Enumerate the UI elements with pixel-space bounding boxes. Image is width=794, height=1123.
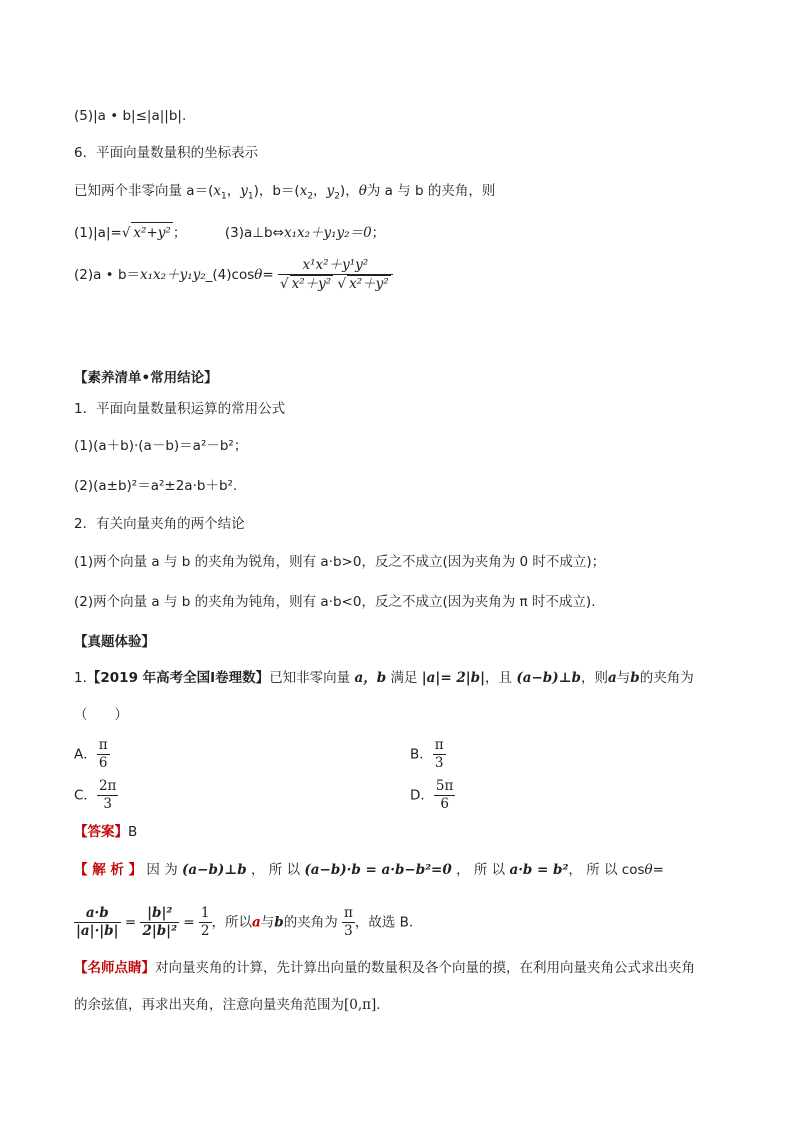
formula-2-and-4: (2)a • b＝x₁x₂＋y₁y₂_(4)cosθ= $\frac{\text{x¹x²＋y¹y²}}{\text{√ x²＋y² √ x²＋y²}}$ [74,257,393,293]
formula-1-and-3: (1)|a|=√ x²+y² ； (3)a⊥b⇔x₁x₂＋y₁y₂＝0； [74,222,385,243]
formula-5: (5)|a • b|≤|a||b|. [74,108,187,124]
option-a: A． $\frac{\pi}{6}$ [74,737,108,771]
question-1-stem: 1.【2019 年高考全国Ⅰ卷理数】已知非零向量 a，b 满足 |a|= 2|b|，且 (a−b)⊥b，则a与b的夹角为 [74,670,694,686]
answer-line [74,822,137,842]
suyang-item-2-conclusion-2: (2)两个向量 a 与 b 的夹角为钝角，则有 a·b<0，反之不成立(因为夹角为 π 时不成立). [74,594,596,610]
question-source: 【2019 年高考全国Ⅰ卷理数】 [86,670,270,686]
section-6-title: 6．平面向量数量积的坐标表示 [74,145,259,161]
cos-fraction: $\frac{\text{x¹x²＋y¹y²}}{\text{√ x²＋y² √ x²＋y²}}$ [278,257,393,293]
tip-line-1: 【名师点睛】对向量夹角的计算，先计算出向量的数量积及各个向量的摸，在利用向量夹角公式求出夹角 [74,960,695,976]
suyang-item-1-formula-2: (2)(a±b)²＝a²±2a·b＋b². [74,478,238,494]
option-b: B． $\frac{\pi}{3}$ [410,737,444,771]
suyang-item-1-formula-1: (1)(a＋b)·(a－b)＝a²－b²； [74,438,248,454]
analysis-tag: 【 解 析 】 [74,862,143,878]
radical: x²+y² [131,222,172,243]
question-1-blank: （ ） [74,707,128,723]
zhenti-tag: 【真题体验】 [74,634,155,650]
answer-tag: 【答案】 [74,824,128,840]
answer-value: B [128,824,138,840]
suyang-tag: 【素养清单•常用结论】 [74,370,218,386]
suyang-item-1-title: 1．平面向量数量积运算的常用公式 [74,401,286,417]
section-6-intro: 已知两个非零向量 $a=(x_1$，$y_1$)，$b=(x_2$，$y_2$)，θ为 a 与 b 的夹角，则 [74,183,496,202]
tip-tag: 【名师点睛】 [74,960,155,976]
analysis-line-2: $\frac{a\cdot b}{|a|\cdot|b|}$ = $\frac{\text{|b|²}}{\text{2|b|²}}$ = $\frac{1}{2}$ ，所以a与b的夹角为 $\frac{\pi}{3}$ ，故选 B． [76,905,423,939]
suyang-item-2-title: 2．有关向量夹角的两个结论 [74,516,245,532]
option-d: D． $\frac{5\pi}{6}$ [410,778,454,812]
analysis-line-1: 【 解 析 】 因 为 (a−b)⊥b ， 所 以 (a−b)·b = a·b−b²=0 ， 所 以 a·b = b²， 所 以 cosθ= [74,862,664,878]
option-c: C． $\frac{2\pi}{3}$ [74,778,117,812]
suyang-item-2-conclusion-1: (1)两个向量 a 与 b 的夹角为锐角，则有 a·b>0，反之不成立(因为夹角为 0 时不成立)； [74,554,606,570]
tip-line-2: 的余弦值，再求出夹角，注意向量夹角范围为[0,π]. [74,997,381,1013]
